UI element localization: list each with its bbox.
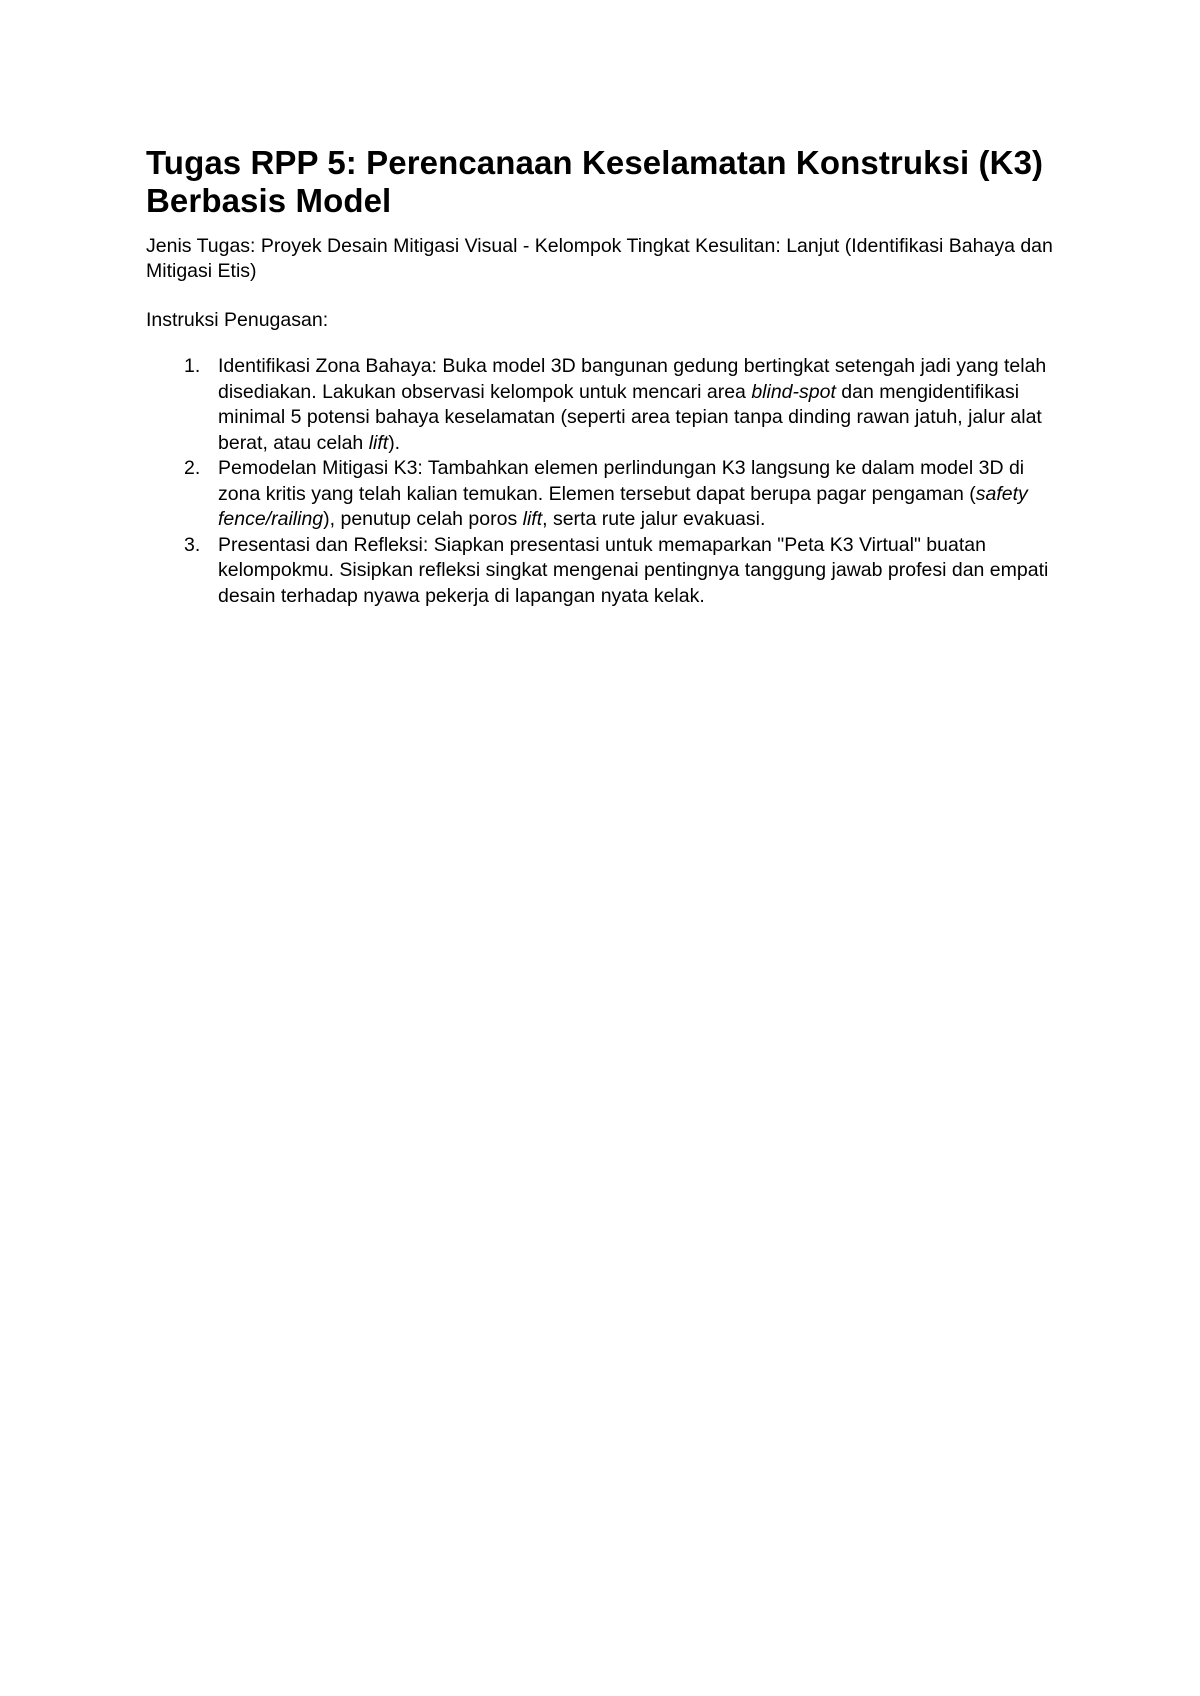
task-meta: Jenis Tugas: Proyek Desain Mitigasi Visual - Kelompok Tingkat Kesulitan: Lanjut (Identifikasi Bahaya dan Mitigasi Etis) <box>146 235 1053 282</box>
document-page <box>146 144 1066 609</box>
instructions-heading: Instruksi Penugasan: <box>146 309 329 331</box>
list-number: 1. <box>184 355 201 377</box>
list-text-italic: lift <box>522 508 543 530</box>
list-text: dan mengidentifikasi minimal 5 potensi bahaya keselamatan (seperti area tepian tanpa dinding rawan jatuh, jalur alat berat, atau celah <box>218 380 1042 454</box>
list-text: Pemodelan Mitigasi K3: Tambahkan elemen perlindungan K3 langsung ke dalam model 3D di zona kritis yang telah kalian temukan. Elemen tersebut dapat berupa pagar pengaman ( <box>218 457 1025 505</box>
instruction-list <box>146 354 1066 609</box>
list-text-italic: safety fence/railing <box>218 482 1028 530</box>
list-item <box>146 456 1066 533</box>
list-item <box>146 354 1066 456</box>
list-number: 3. <box>184 533 201 556</box>
list-item <box>146 533 1066 610</box>
list-text: Identifikasi Zona Bahaya: Buka model 3D bangunan gedung bertingkat setengah jadi yang telah disediakan. Lakukan observasi kelompok untuk mencari area <box>218 355 1047 403</box>
list-text: ). <box>388 431 401 454</box>
list-text-italic: lift <box>368 431 389 454</box>
list-text-italic: blind-spot <box>751 380 836 403</box>
document-title: Tugas RPP 5: Perencanaan Keselamatan Konstruksi (K3) Berbasis Model <box>146 144 1044 219</box>
list-number: 2. <box>184 457 201 479</box>
list-text: , serta rute jalur evakuasi. <box>542 508 766 530</box>
list-text: Presentasi dan Refleksi: Siapkan presentasi untuk memaparkan "Peta K3 Virtual" buatan kelompokmu. Sisipkan refleksi singkat mengenai pentingnya tanggung jawab profesi dan empati desain terhadap nyawa pekerja di lapangan nyata kelak. <box>218 533 1049 607</box>
list-text: ), penutup celah poros <box>323 508 523 530</box>
